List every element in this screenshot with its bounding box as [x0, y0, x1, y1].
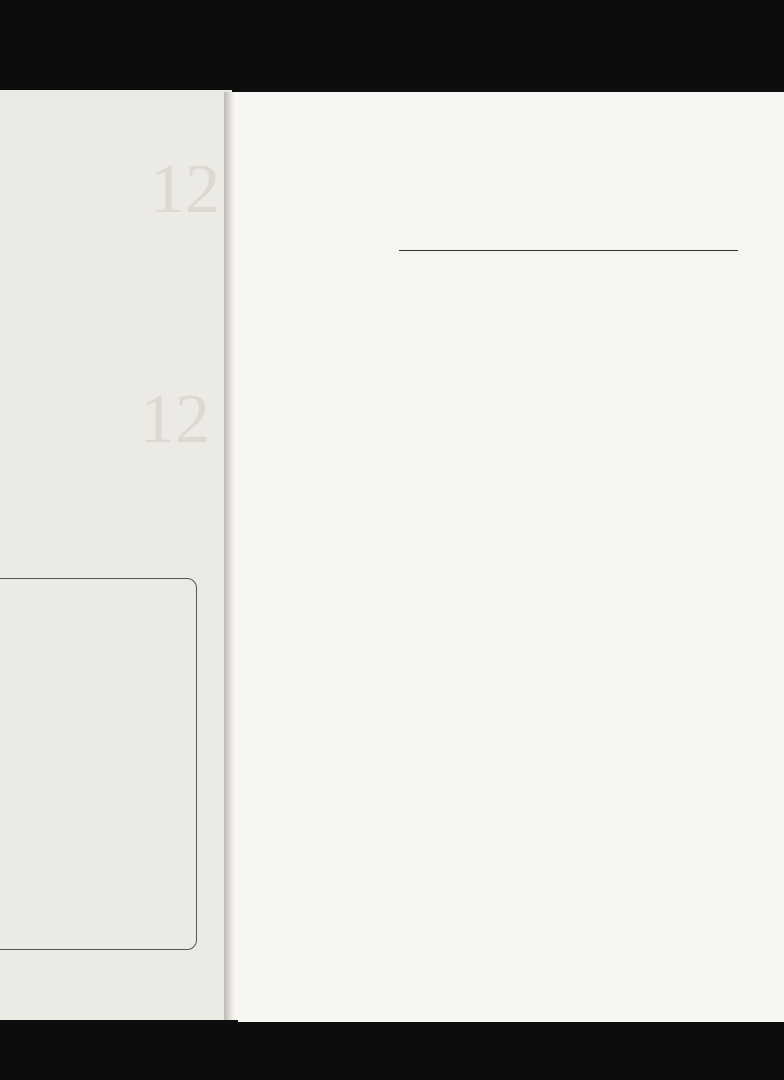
right-page [238, 92, 784, 1022]
imprint-box [0, 578, 197, 950]
left-page [0, 90, 232, 1020]
watermark-decoration: 12 [150, 151, 220, 228]
author-divider [399, 250, 738, 251]
watermark-decoration: 12 [140, 381, 210, 458]
